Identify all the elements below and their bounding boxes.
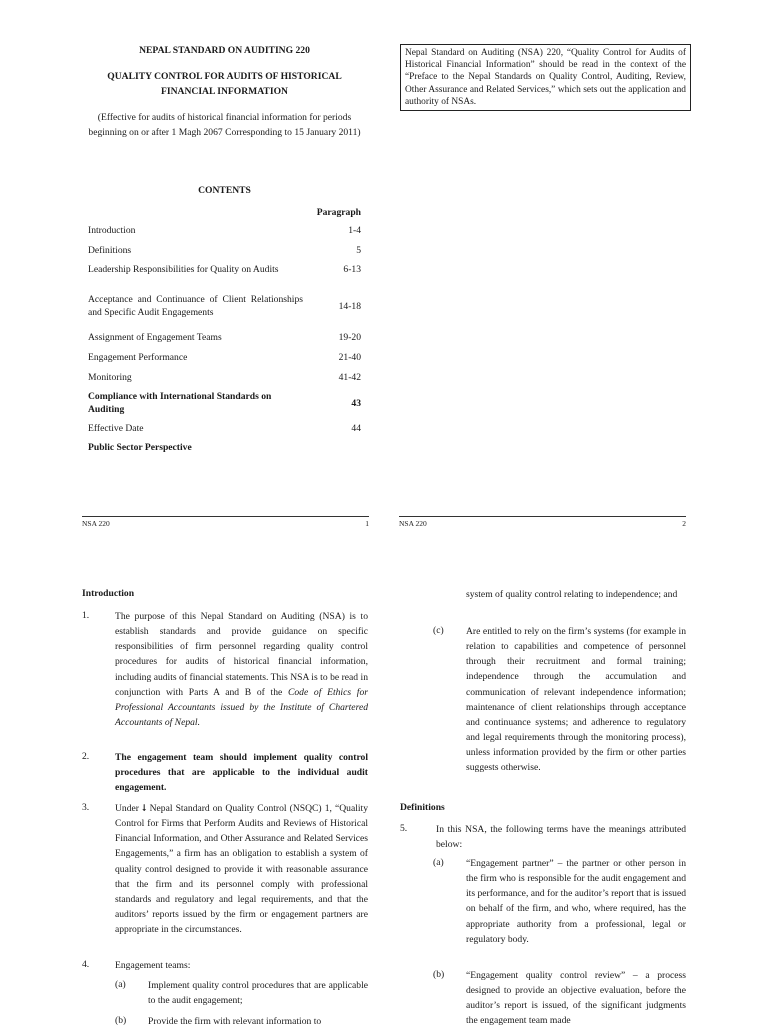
toc-paragraph: 1-4	[348, 225, 361, 236]
toc-label: Acceptance and Continuance of Client Relationships and Specific Audit Engagements	[88, 294, 303, 318]
page-footer-label: NSA 220	[399, 519, 427, 528]
toc-paragraph: 14-18	[338, 300, 361, 312]
toc-paragraph: 21-40	[338, 352, 361, 363]
definition-engagement-quality-control-review: “Engagement quality control review” – a process designed to provide an objective evaluation, before the auditor’s report is issued, of the significant judgments the engagement team made	[466, 970, 686, 1027]
paragraph-5: In this NSA, the following terms have the meanings attributed below:	[436, 824, 686, 851]
toc-row[interactable]	[88, 294, 361, 320]
paragraph-1-text: The purpose of this Nepal Standard on Auditing (NSA) is to establish standards and provide guidance on specific responsibilities of firm personnel regarding quality control procedures for audits of historical financial information, including audits of financial statements. This NSA is to be read in conjunction with Parts A and B of the	[115, 611, 368, 698]
page-footer-rule	[82, 516, 369, 517]
item-label: (b)	[115, 1015, 127, 1026]
toc-paragraph: 6-13	[343, 264, 361, 275]
page-footer-label: NSA 220	[82, 519, 110, 528]
toc-row[interactable]	[88, 391, 361, 417]
toc-row[interactable]	[88, 244, 361, 258]
paragraph-number: 2.	[82, 751, 90, 762]
paragraph-1	[115, 609, 368, 730]
toc-row[interactable]	[88, 371, 361, 385]
definition-engagement-partner: “Engagement partner” – the partner or other person in the firm who is responsible for the audit engagement and its performance, and for the auditor’s report that is issued on behalf of the firm, and who, where required, has the appropriate authority from a professional, legal or regulatory body.	[466, 858, 686, 945]
paragraph-4: Engagement teams:	[115, 960, 191, 971]
toc-row[interactable]	[88, 263, 361, 277]
toc-paragraph: 19-20	[338, 332, 361, 343]
toc-label: Assignment of Engagement Teams	[88, 331, 222, 343]
paragraph-4b-continued: system of quality control relating to independence; and	[466, 589, 678, 600]
paragraph-4b: Provide the firm with relevant information to	[148, 1016, 322, 1027]
paragraph-number: 1.	[82, 610, 90, 621]
item-label: (a)	[433, 857, 444, 868]
toc-row[interactable]	[88, 442, 361, 455]
paragraph-heading: Paragraph	[316, 207, 361, 218]
page-footer-rule	[399, 516, 686, 517]
section-heading-definitions: Definitions	[400, 802, 445, 813]
toc-paragraph: 43	[351, 397, 361, 409]
toc-label: Definitions	[88, 244, 132, 256]
section-heading-introduction: Introduction	[82, 588, 135, 599]
paragraph-number: 5.	[400, 823, 408, 834]
toc-paragraph: 41-42	[338, 372, 361, 383]
toc-row[interactable]	[88, 331, 361, 345]
toc-paragraph: 5	[356, 245, 361, 256]
toc-paragraph: 44	[351, 423, 361, 434]
subject-title: QUALITY CONTROL FOR AUDITS OF HISTORICAL FINANCIAL INFORMATION	[107, 71, 342, 97]
paragraph-2: The engagement team should implement quality control procedures that are applicable to the individual audit engagement.	[115, 752, 368, 794]
preface-note-box: Nepal Standard on Auditing (NSA) 220, “Quality Control for Audits of Historical Financial Information” should be read in the context of the “Preface to the Nepal Standards on Quality Control, Auditing, Review, Other Assurance and Related Services,” which sets out the application and authority of NSAs.	[400, 44, 691, 111]
item-label: (c)	[433, 625, 444, 636]
page-number: 1	[365, 519, 369, 528]
toc-label: Leadership Responsibilities for Quality on Audits	[88, 263, 279, 275]
standard-title: NEPAL STANDARD ON AUDITING 220	[139, 45, 310, 56]
toc-label: Engagement Performance	[88, 351, 188, 363]
toc-row[interactable]	[88, 351, 361, 365]
paragraph-4c: Are entitled to rely on the firm’s systems (for example in relation to capabilities and competence of personnel through their recruitment and formal training; independence through the accumulation and communication of relevant independence information; maintenance of client relationships through acceptance and continuance systems; and adherence to regulatory and legal requirements through the monitoring process), unless information provided by the firm or other parties suggests otherwise.	[466, 626, 686, 774]
paragraph-3: Under ⭣ Nepal Standard on Quality Control (NSQC) 1, “Quality Control for Firms that Perform Audits and Reviews of Historical Financial Information, and Other Assurance and Related Services Engagements,” a firm has an obligation to establish a system of quality control designed to provide it with reasonable assurance that the firm and its personnel comply with professional standards and regulatory and legal requirements, and that the auditors’ reports issued by the firm or engagement partners are appropriate in the circumstances.	[115, 803, 368, 936]
page-number: 2	[682, 519, 686, 528]
toc-label: Effective Date	[88, 422, 144, 434]
toc-row[interactable]	[88, 422, 361, 436]
paragraph-number: 3.	[82, 802, 90, 813]
toc-label: Introduction	[88, 224, 136, 236]
item-label: (b)	[433, 969, 445, 980]
paragraph-1-italic-text: Code of Ethics for Professional Accountants issued by the Institute of Chartered Accountants of Nepal.	[115, 686, 368, 729]
effective-note: (Effective for audits of historical financial information for periods beginning on or after 1 Magh 2067 Corresponding to 15 January 2011)	[88, 112, 361, 139]
item-label: (a)	[115, 979, 126, 990]
toc-row[interactable]	[88, 224, 361, 238]
toc-label: Public Sector Perspective	[88, 442, 192, 453]
toc-label: Compliance with International Standards on Auditing	[88, 391, 272, 415]
paragraph-number: 4.	[82, 959, 90, 970]
contents-heading: CONTENTS	[198, 185, 251, 196]
toc-label: Monitoring	[88, 371, 132, 383]
paragraph-4a: Implement quality control procedures that are applicable to the audit engagement;	[148, 980, 368, 1007]
